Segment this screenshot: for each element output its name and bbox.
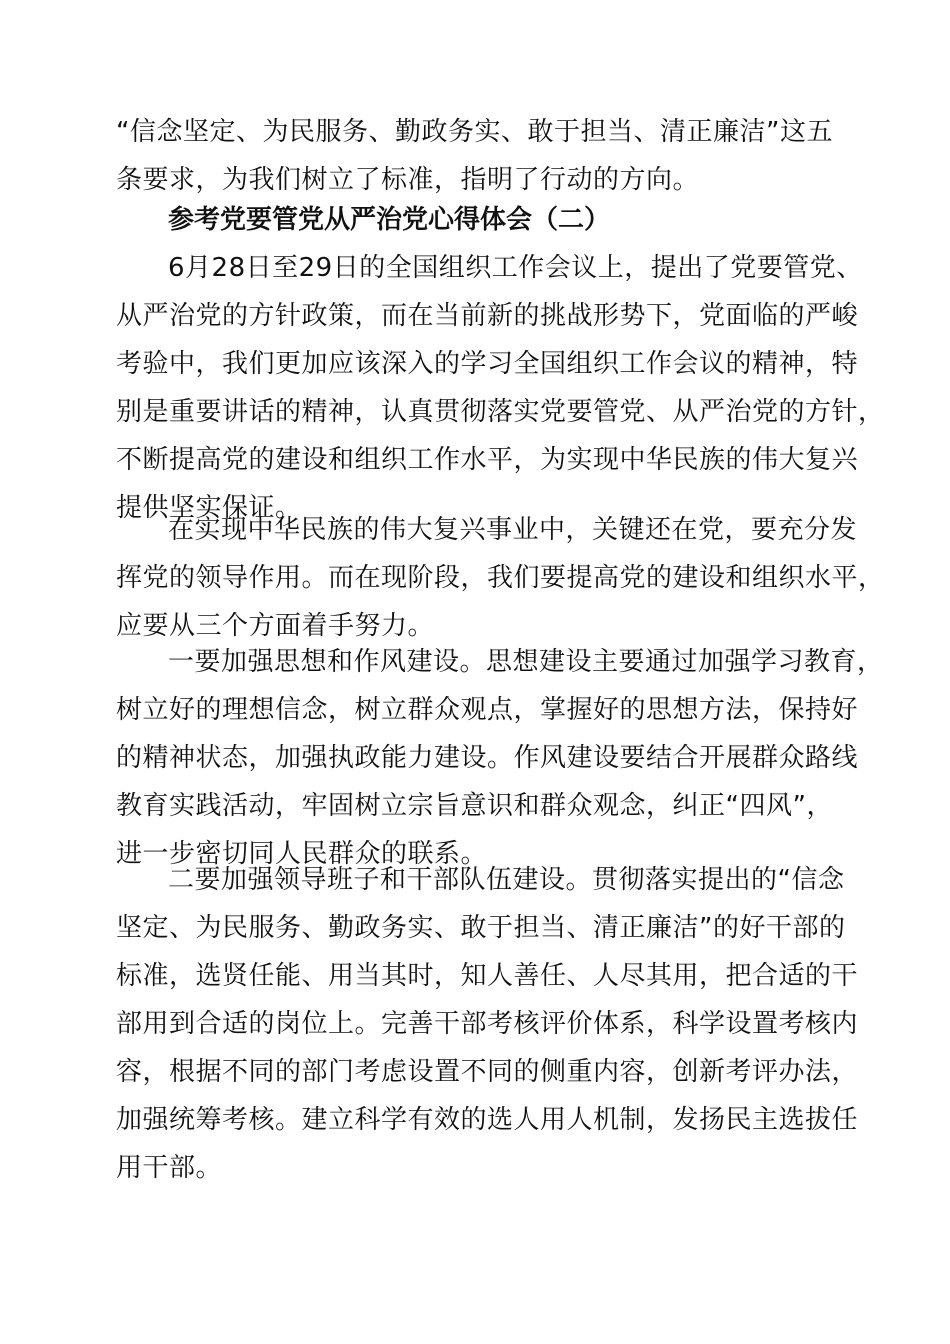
paragraph-4 <box>116 856 859 1192</box>
text-line: 挥党的领导作用。而在现阶段，我们要提高党的建设和组织水平， <box>116 563 885 593</box>
text-line: 的精神状态，加强执政能力建设。作风建设要结合开展群众路线 <box>116 743 859 773</box>
text-line: 进一步密切同人民群众的联系。 <box>116 839 488 869</box>
text-line: “信念坚定、为民服务、勤政务实、敢于担当、清正廉洁”这五 <box>116 117 833 147</box>
text-line: 不断提高党的建设和组织工作水平，为实现中华民族的伟大复兴 <box>116 445 859 475</box>
text-line: 考验中，我们更加应该深入的学习全国组织工作会议的精神，特 <box>116 349 859 379</box>
text-line: 条要求，为我们树立了标准，指明了行动的方向。 <box>116 165 700 195</box>
text-line: 坚定、为民服务、勤政务实、敢于担当、清正廉洁”的好干部的 <box>116 913 846 943</box>
opening-paragraph <box>116 108 836 204</box>
text-line: 从严治党的方针政策，而在当前新的挑战形势下，党面临的严峻 <box>116 301 859 331</box>
text-line: 别是重要讲话的精神，认真贯彻落实党要管党、从严治党的方针， <box>116 397 885 427</box>
text-line: 部用到合适的岗位上。完善干部考核评价体系，科学设置考核内 <box>116 1009 859 1039</box>
text-line: 一要加强思想和作风建设。思想建设主要通过加强学习教育， <box>168 647 884 677</box>
text-line: 加强统筹考核。建立科学有效的选人用人机制，发扬民主选拔任 <box>116 1105 859 1135</box>
text-line: 容，根据不同的部门考虑设置不同的侧重内容，创新考评办法， <box>116 1057 859 1087</box>
text-line: 用干部。 <box>116 1153 223 1183</box>
text-line: 6月28日至29日的全国组织工作会议上，提出了党要管党、 <box>168 253 863 283</box>
paragraph-1 <box>116 244 885 532</box>
text-line: 在实现中华民族的伟大复兴事业中，关键还在党，要充分发 <box>168 515 858 545</box>
section-heading: 参考党要管党从严治党心得体会（二） <box>168 205 611 235</box>
paragraph-2 <box>116 506 885 650</box>
text-line: 教育实践活动，牢固树立宗旨意识和群众观念，纠正“四风”， <box>116 791 833 821</box>
text-line: 树立好的理想信念，树立群众观点，掌握好的思想方法，保持好 <box>116 695 859 725</box>
text-line: 提供坚实保证。 <box>116 493 302 523</box>
paragraph-3 <box>116 638 884 878</box>
text-line: 标准，选贤任能、用当其时，知人善任、人尽其用，把合适的干 <box>116 961 859 991</box>
text-line: 二要加强领导班子和干部队伍建设。贯彻落实提出的“信念 <box>168 865 845 895</box>
text-line: 应要从三个方面着手努力。 <box>116 611 435 641</box>
